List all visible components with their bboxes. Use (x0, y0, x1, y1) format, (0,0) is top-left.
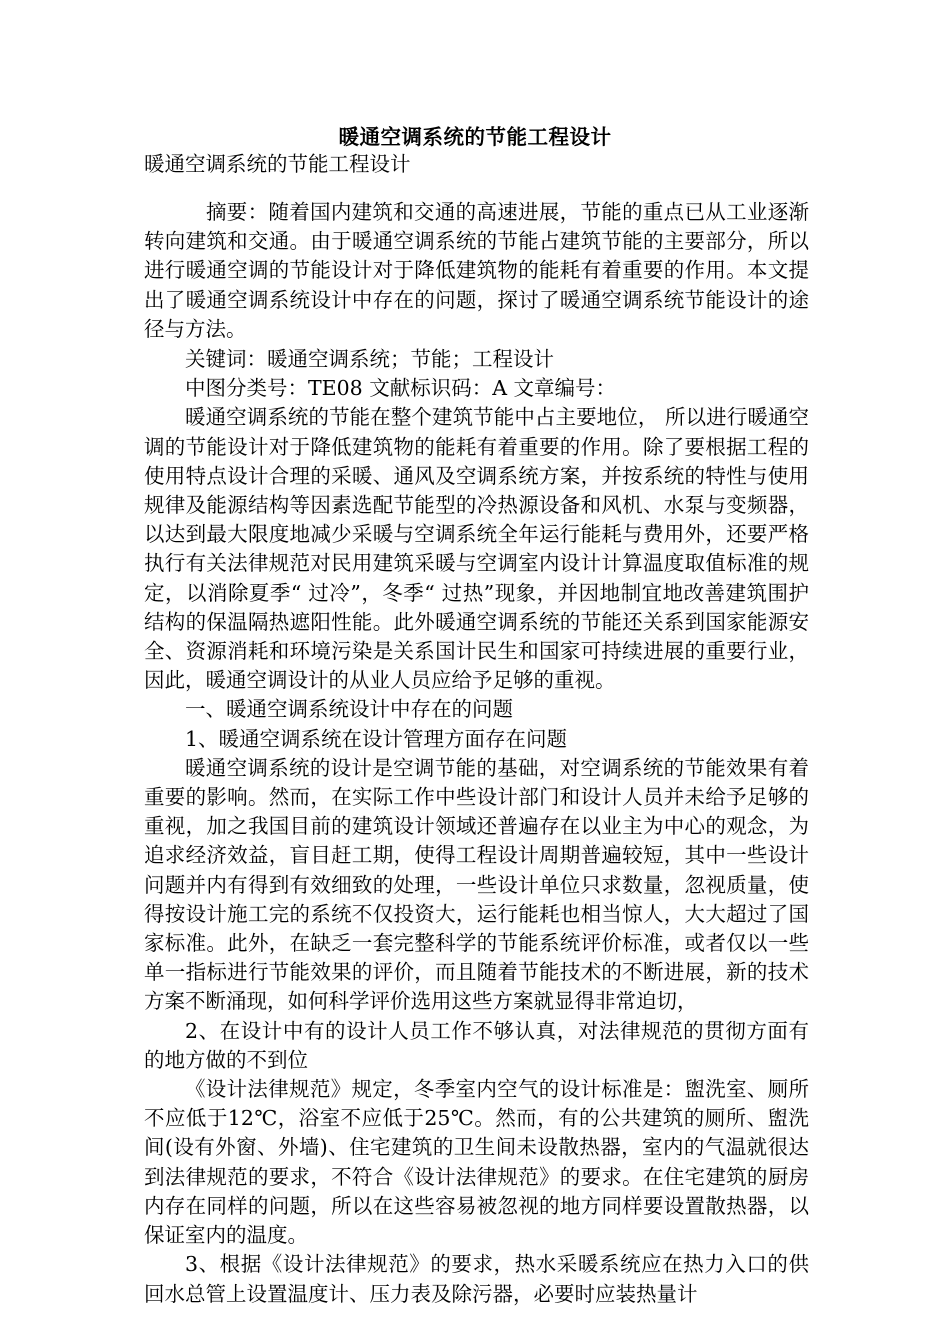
document-title: 暖通空调系统的节能工程设计 (338, 125, 612, 149)
item-heading: 1、暖通空调系统在设计管理方面存在问题 (185, 726, 568, 751)
keywords-line: 关键词：暖通空调系统；节能；工程设计 (185, 347, 554, 371)
document-subtitle: 暖通空调系统的节能工程设计 (144, 152, 411, 176)
body-paragraph: 3、根据《设计法律规范》的要求，热水采暖系统应在热力入口的供回水总管上设置温度计、压力表及除污器，必要时应装热量计 (144, 1252, 809, 1306)
body-paragraph: 暖通空调系统的设计是空调节能的基础，对空调系统的节能效果有着重要的影响。然而，在实际工作中些设计部门和设计人员并未给予足够的重视，加之我国目前的建筑设计领域还普遍存在以业主为中心的观念，为追求经济效益，盲目赶工期，使得工程设计周期普遍较短，其中一些设计问题并内有得到有效细致的处理，一些设计单位只求数量，忽视质量，使得按设计施工完的系统不仅投资大，运行能耗也相当惊人，大大超过了国家标准。此外，在缺乏一套完整科学的节能系统评价标准，或者仅以一些单一指标进行节能效果的评价，而且随着节能技术的不断进展，新的技术方案不断涌现，如何科学评价选用这些方案就显得非常迫切， (144, 755, 809, 1014)
abstract-paragraph: 摘要：随着国内建筑和交通的高速进展，节能的重点已从工业逐渐转向建筑和交通。由于暖通空调系统的节能占建筑节能的主要部分，所以进行暖通空调的节能设计对于降低建筑物的能耗有着重要的作用。本文提出了暖通空调系统设计中存在的问题，探讨了暖通空调系统节能设计的途径与方法。 (144, 200, 809, 341)
classification-line: 中图分类号：TE08 文献标识码：A 文章编号： (185, 376, 617, 401)
intro-paragraph: 暖通空调系统的节能在整个建筑节能中占主要地位， 所以进行暖通空调的节能设计对于降低建筑物的能耗有着重要的作用。除了要根据工程的使用特点设计合理的采暖、通风及空调系统方案，并按系统的特性与使用规律及能源结构等因素选配节能型的冷热源设备和风机、水泵与变频器，以达到最大限度地减少采暖与空调系统全年运行能耗与费用外，还要严格执行有关法律规范对民用建筑采暖与空调室内设计计算温度取值标准的规定，以消除夏季“ 过冷”，冬季“ 过热”现象，并因地制宜地改善建筑围护结构的保温隔热遮阳性能。此外暖通空调系统的节能还关系到国家能源安全、资源消耗和环境污染是关系国计民生和国家可持续进展的重要行业，因此，暖通空调设计的从业人员应给予足够的重视。 (144, 405, 809, 693)
section-heading: 一、暖通空调系统设计中存在的问题 (185, 697, 513, 722)
body-paragraph: 《设计法律规范》规定，冬季室内空气的设计标准是：盥洗室、厕所不应低于12℃，浴室不应低于25℃。然而，有的公共建筑的厕所、盥洗间(设有外窗、外墙)、住宅建筑的卫生间未设散热器，室内的气温就很达到法律规范的要求，不符合《设计法律规范》的要求。在住宅建筑的厨房内存在同样的问题，所以在这些容易被忽视的地方同样要设置散热器，以保证室内的温度。 (144, 1077, 809, 1248)
item-heading: 2、在设计中有的设计人员工作不够认真，对法律规范的贯彻方面有的地方做的不到位 (144, 1018, 809, 1072)
